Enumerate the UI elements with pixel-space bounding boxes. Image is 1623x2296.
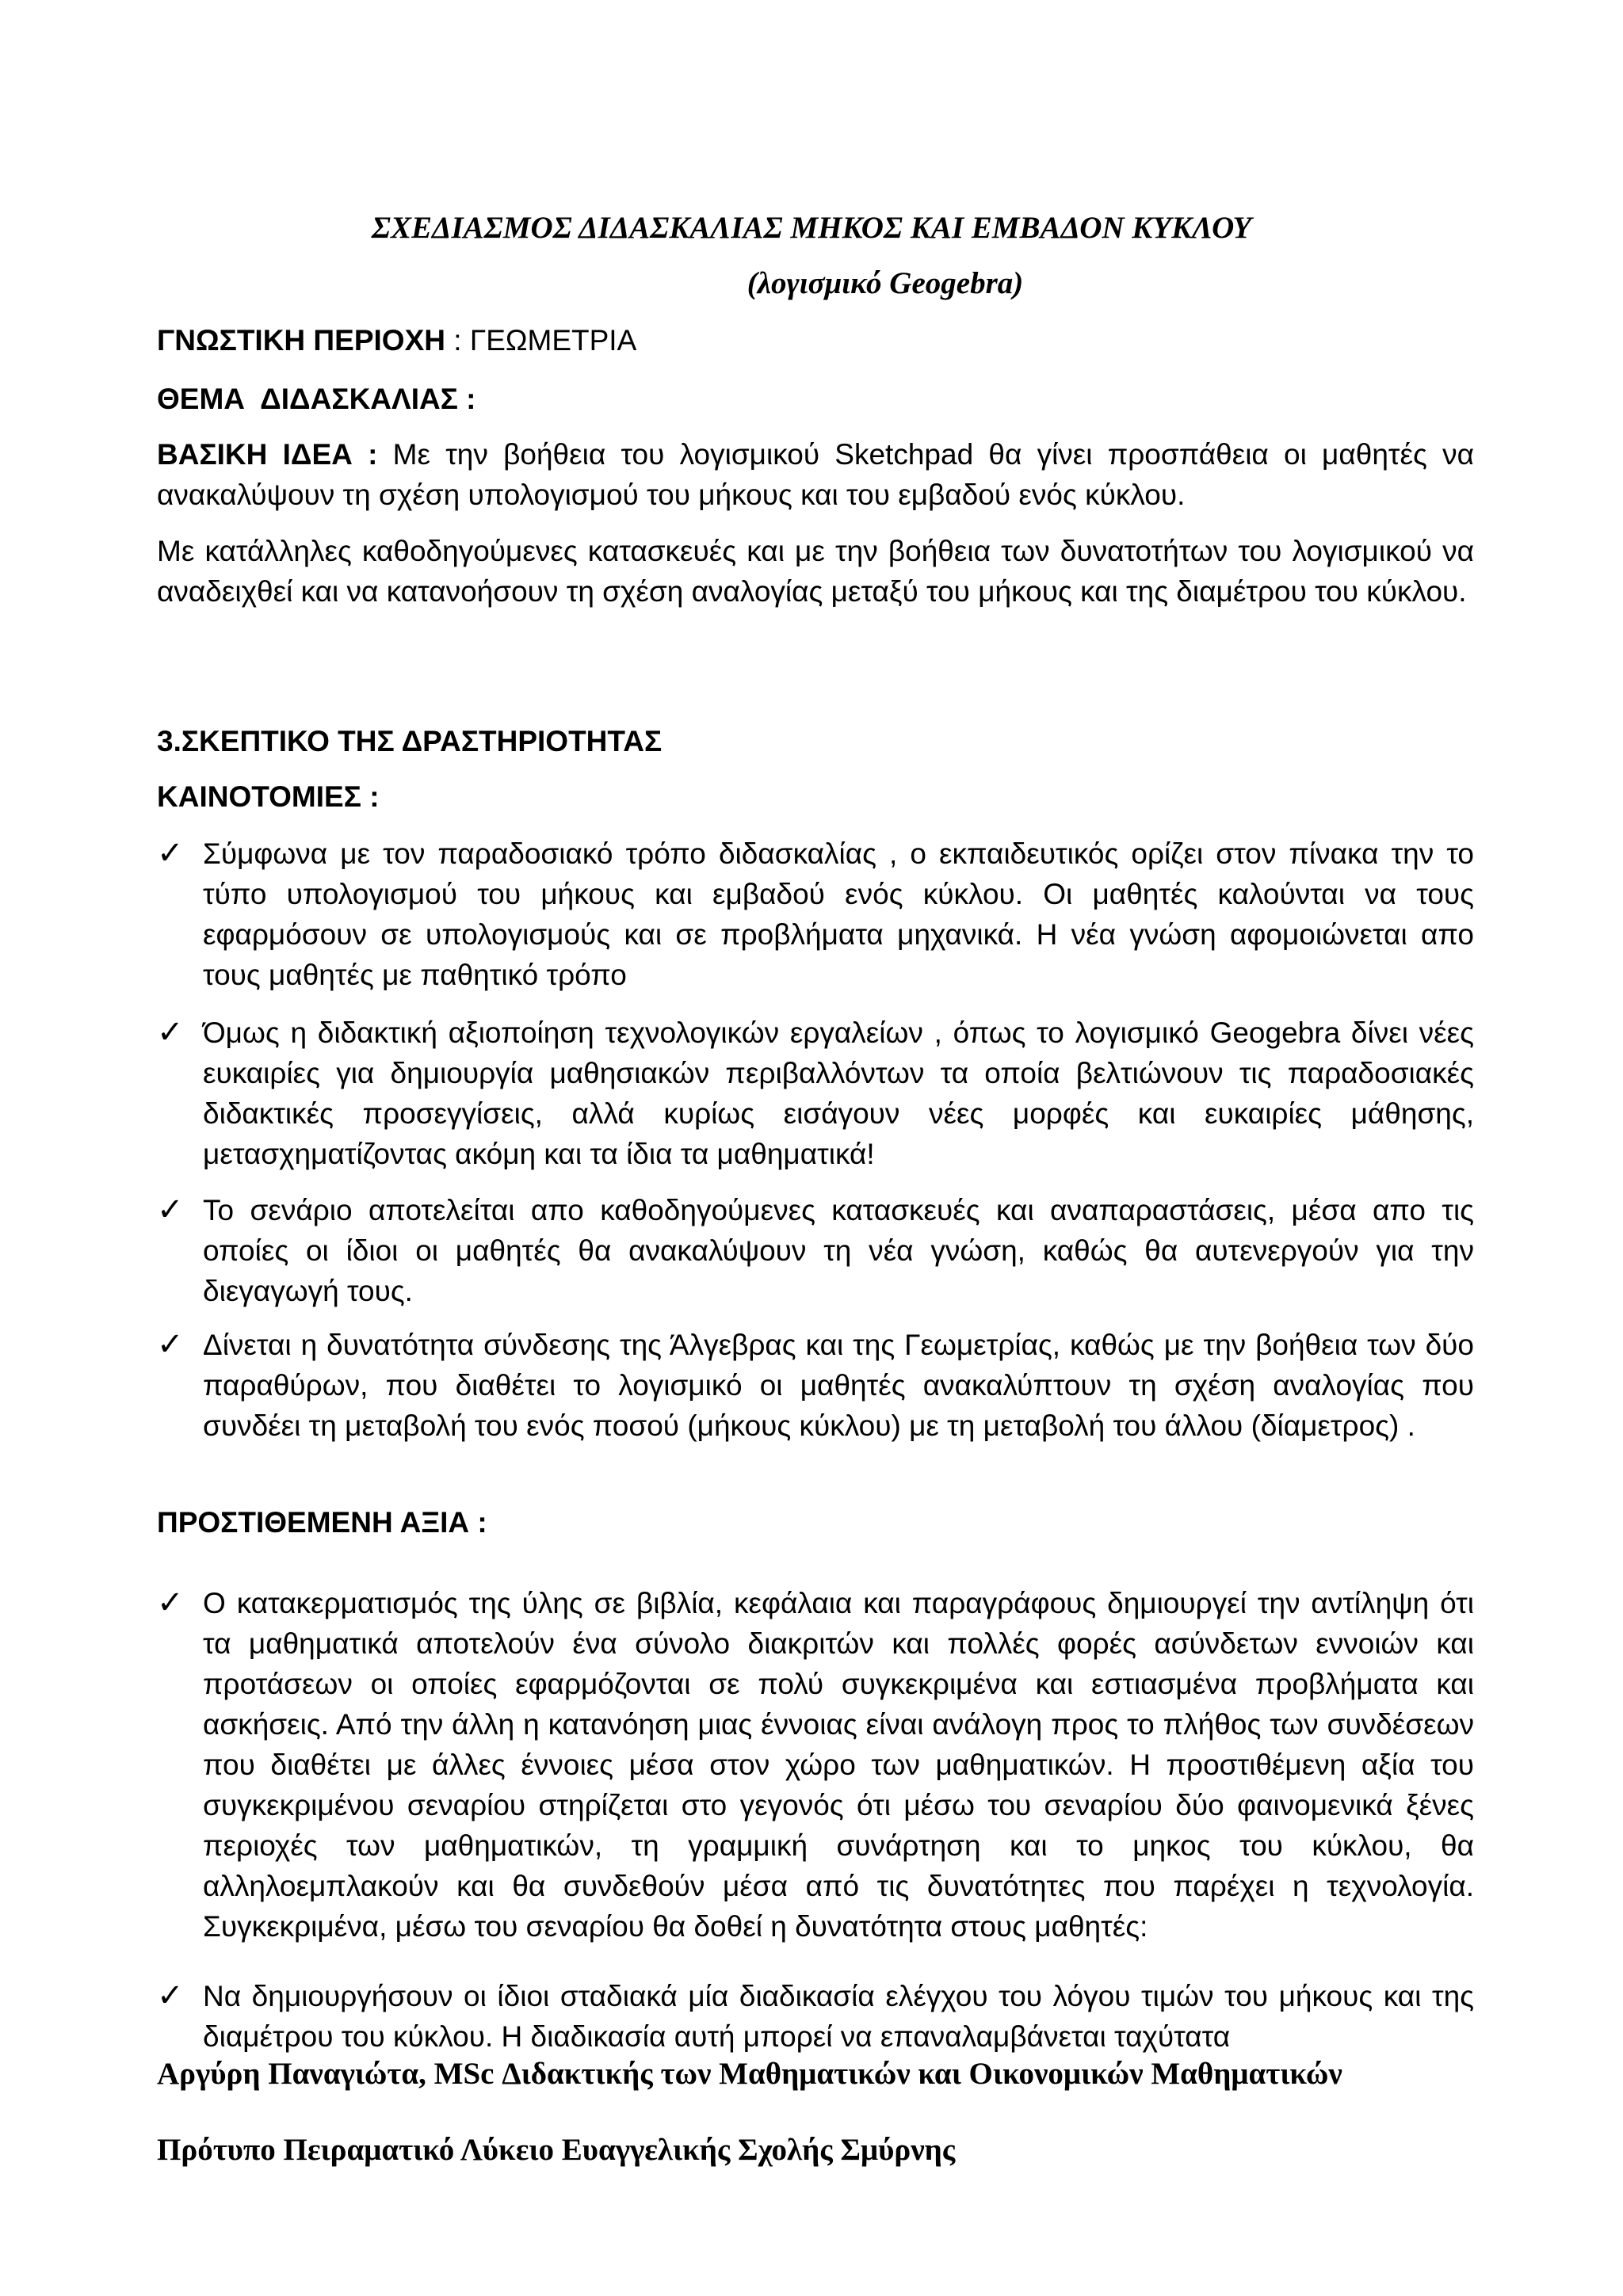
basic-idea-label: ΒΑΣΙΚΗ ΙΔΕΑ : — [157, 438, 378, 471]
added-value-item-text: Ο κατακερματισμός της ύλης σε βιβλία, κεφάλαια και παραγράφους δημιουργεί την αντίληψη ότι τα μαθηματικά αποτελούν ένα σύνολο διακριτών και πολλές φορές ασύνδετων εννοιών και προτάσεων οι οποίες εφαρμόζονται σε πολύ συγκεκριμένα και εστιασμένα προβλήματα και ασκήσεις. Από την άλλη η κατανόηση μιας έννοιας είναι ανάλογη προς το πλήθος των συνδέσεων που διαθέτει με άλλες έννοιες μέσα στον χώρο των μαθηματικών. Η προστιθέμενη αξία του συγκεκριμένου σεναρίου στηρίζεται στο γεγονός ότι μέσω του σεναρίου δύο φαινομενικά ξένες περιοχές των μαθηματικών, τη γραμμική συνάρτηση και το μηκος του κύκλου, θα αλληλοεμπλακούν και θα συνδεθούν μέσα από τις δυνατότητες που παρέχει η τεχνολογία. Συγκεκριμένα, μέσω του σεναρίου θα δοθεί η δυνατότητα στους μαθητές: — [203, 1587, 1474, 1943]
cognitive-area-label: ΓΝΩΣΤΙΚΗ ΠΕΡΙΟΧΗ — [157, 324, 445, 357]
basic-idea-paragraph — [157, 434, 1474, 515]
footer-school: Πρότυπο Πειραματικό Λύκειο Ευαγγελικής Σχολής Σμύρνης — [157, 2133, 956, 2167]
added-value-item — [157, 1583, 1474, 1947]
innovation-item-text: Σύμφωνα με τον παραδοσιακό τρόπο διδασκαλίας , ο εκπαιδευτικός ορίζει στον πίνακα την το τύπο υπολογισμού του μήκους και εμβαδού ενός κύκλου. Οι μαθητές καλούνται να τους εφαρμόσουν σε υπολογισμούς και σε προβλήματα μηχανικά. Η νέα γνώση αφομοιώνεται απο τους μαθητές με παθητικό τρόπο — [203, 837, 1474, 991]
check-icon: ✓ — [157, 1014, 184, 1051]
teaching-topic-label: ΘΕΜΑ ΔΙΔΑΣΚΑΛΙΑΣ : — [157, 383, 476, 415]
check-icon: ✓ — [157, 1585, 184, 1621]
added-value-item-text: Να δημιουργήσουν οι ίδιοι σταδιακά μία διαδικασία ελέγχου του λόγου τιμών του μήκους και της διαμέτρου του κύκλου. Η διαδικασία αυτή μπορεί να επαναλαμβάνεται ταχύτατα — [203, 1980, 1474, 2053]
cognitive-area-line — [157, 320, 1474, 360]
added-value-item — [157, 1976, 1474, 2057]
innovation-item-text: Το σενάριο αποτελείται απο καθοδηγούμενες κατασκευές και αναπαραστάσεις, μέσα απο τις οποίες οι ίδιοι οι μαθητές θα ανακαλύψουν τη νέα γνώση, καθώς θα αυτενεργούν για την διεγαγωγή τους. — [203, 1194, 1474, 1307]
innovation-item — [157, 1190, 1474, 1311]
check-icon: ✓ — [157, 1192, 184, 1228]
innovation-item-text: Όμως η διδακτική αξιοποίηση τεχνολογικών εργαλείων , όπως το λογισμικό Geogebra δίνει νέες ευκαιρίες για δημιουργία μαθησιακών περιβαλλόντων τα οποία βελτιώνουν τις παραδοσιακές διδακτικές προσεγγίσεις, αλλά κυρίως εισάγουν νέες μορφές και ευκαιρίες μάθησης, μετασχηματίζοντας ακόμη και τα ίδια τα μαθηματικά! — [203, 1016, 1474, 1170]
innovation-item-text: Δίνεται η δυνατότητα σύνδεσης της Άλγεβρας και της Γεωμετρίας, καθώς με την βοήθεια των δύο παραθύρων, που διαθέτει το λογισμικό οι μαθητές ανακαλύπτουν τη σχέση αναλογίας που συνδέει τη μεταβολή του ενός ποσού (μήκους κύκλου) με τη μεταβολή του άλλου (δίαμετρος) . — [203, 1329, 1474, 1442]
innovations-heading: ΚΑΙΝΟΤΟΜΙΕΣ : — [157, 780, 380, 813]
section-3-heading: 3.ΣΚΕΠΤΙΚΟ ΤΗΣ ΔΡΑΣΤΗΡΙΟΤΗΤΑΣ — [157, 725, 663, 757]
check-icon: ✓ — [157, 1978, 184, 2014]
check-icon: ✓ — [157, 1326, 184, 1363]
basic-idea-text: Με την βοήθεια του λογισμικού Sketchpad θα γίνει προσπάθεια οι μαθητές να ανακαλύψουν τη σχέση υπολογισμού του μήκους και του εμβαδού ενός κύκλου. — [157, 438, 1474, 511]
document-subtitle: (λογισμικό Geogebra) — [747, 266, 1024, 300]
cognitive-area-separator: : — [445, 324, 470, 357]
innovation-item — [157, 1325, 1474, 1446]
innovation-item — [157, 833, 1474, 995]
added-value-heading: ΠΡΟΣΤΙΘΕΜΕΝΗ ΑΞΙΑ : — [157, 1506, 487, 1539]
check-icon: ✓ — [157, 835, 184, 871]
footer-author: Αργύρη Παναγιώτα, MSc Διδακτικής των Μαθηματικών και Οικονομικών Μαθηματικών — [157, 2057, 1342, 2091]
innovation-item — [157, 1013, 1474, 1174]
intro-paragraph: Με κατάλληλες καθοδηγούμενες κατασκευές και με την βοήθεια των δυνατοτήτων του λογισμικού να αναδειχθεί και να κατανοήσουν τη σχέση αναλογίας μεταξύ του μήκους και της διαμέτρου του κύκλου. — [157, 535, 1474, 608]
cognitive-area-value: ΓΕΩΜΕΤΡΙΑ — [469, 324, 637, 357]
document-title: ΣΧΕΔΙΑΣΜΟΣ ΔΙΔΑΣΚΑΛΙΑΣ ΜΗΚΟΣ ΚΑΙ ΕΜΒΑΔΟΝ ΚΥΚΛΟΥ — [371, 211, 1252, 245]
